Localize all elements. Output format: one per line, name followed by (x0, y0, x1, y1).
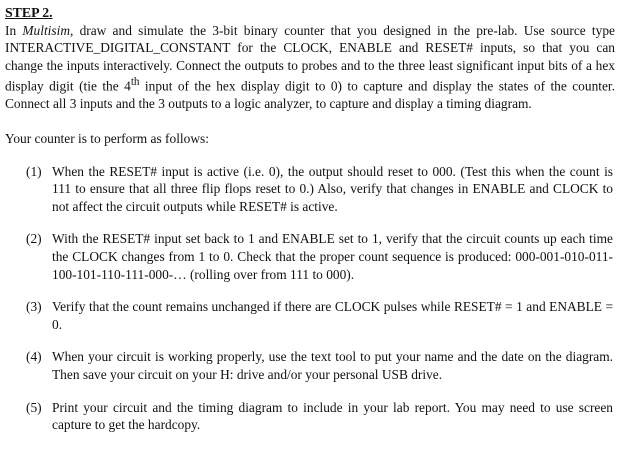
software-name: Multisim (22, 22, 70, 38)
document-page (5, 4, 615, 449)
list-item-number: (2) (26, 231, 42, 247)
counter-requirements-lead: Your counter is to perform as follows: (5, 131, 209, 147)
intro-text-part-1: , draw and simulate the 3-bit binary counter that you designed in the pre-lab. Use source type INTERACTIVE_DIGITAL_CONSTANT for the CLOCK, ENABLE and RESET# inputs, so that you can change the inputs interactively. Connect the outputs to probes and to the three least significant input bits of a hex display digit (tie the 4 (5, 22, 615, 94)
list-item (5, 348, 615, 383)
list-item-text: Print your circuit and the timing diagram to include in your lab report. You may need to use screen capture to get the hardcopy. (52, 399, 613, 433)
list-item-number: (3) (26, 299, 42, 315)
intro-paragraph (5, 22, 615, 113)
list-item-text: When the RESET# input is active (i.e. 0), the output should reset to 000. (Test this when the count is 111 to ensure that all three flip flops reset to 0.) Also, verify that changes in ENABLE and CLOCK to not affect the circuit outputs while RESET# is active. (52, 163, 613, 214)
intro-text-part-2: input of the hex display digit to 0) to capture and display the states of the counter. Connect all 3 inputs and the 3 outputs to a logic analyzer, to capture and display a timing diagram. (5, 78, 615, 112)
ordinal-superscript: th (130, 76, 140, 89)
list-item-number: (4) (26, 349, 42, 365)
list-item (5, 230, 615, 283)
list-item (5, 163, 615, 216)
list-item-text: When your circuit is working properly, use the text tool to put your name and the date on the diagram. Then save your circuit on your H: drive and/or your personal USB drive. (52, 349, 613, 382)
list-item-text: Verify that the count remains unchanged if there are CLOCK pulses while RESET# = 1 and ENABLE = 0. (52, 299, 613, 332)
list-item-number: (5) (26, 399, 42, 415)
list-item (5, 298, 615, 333)
requirements-list (5, 163, 615, 434)
intro-lead-in: In (5, 22, 23, 38)
step-heading: STEP 2. (5, 5, 53, 20)
list-item (5, 399, 615, 434)
list-item-number: (1) (26, 163, 42, 179)
list-item-text: With the RESET# input set back to 1 and ENABLE set to 1, verify that the circuit counts up each time the CLOCK changes from 1 to 0. Check that the proper count sequence is produced: 000-001-010-011-100-101-110-111-000-… (rolling over from 111 to 000). (52, 231, 613, 282)
